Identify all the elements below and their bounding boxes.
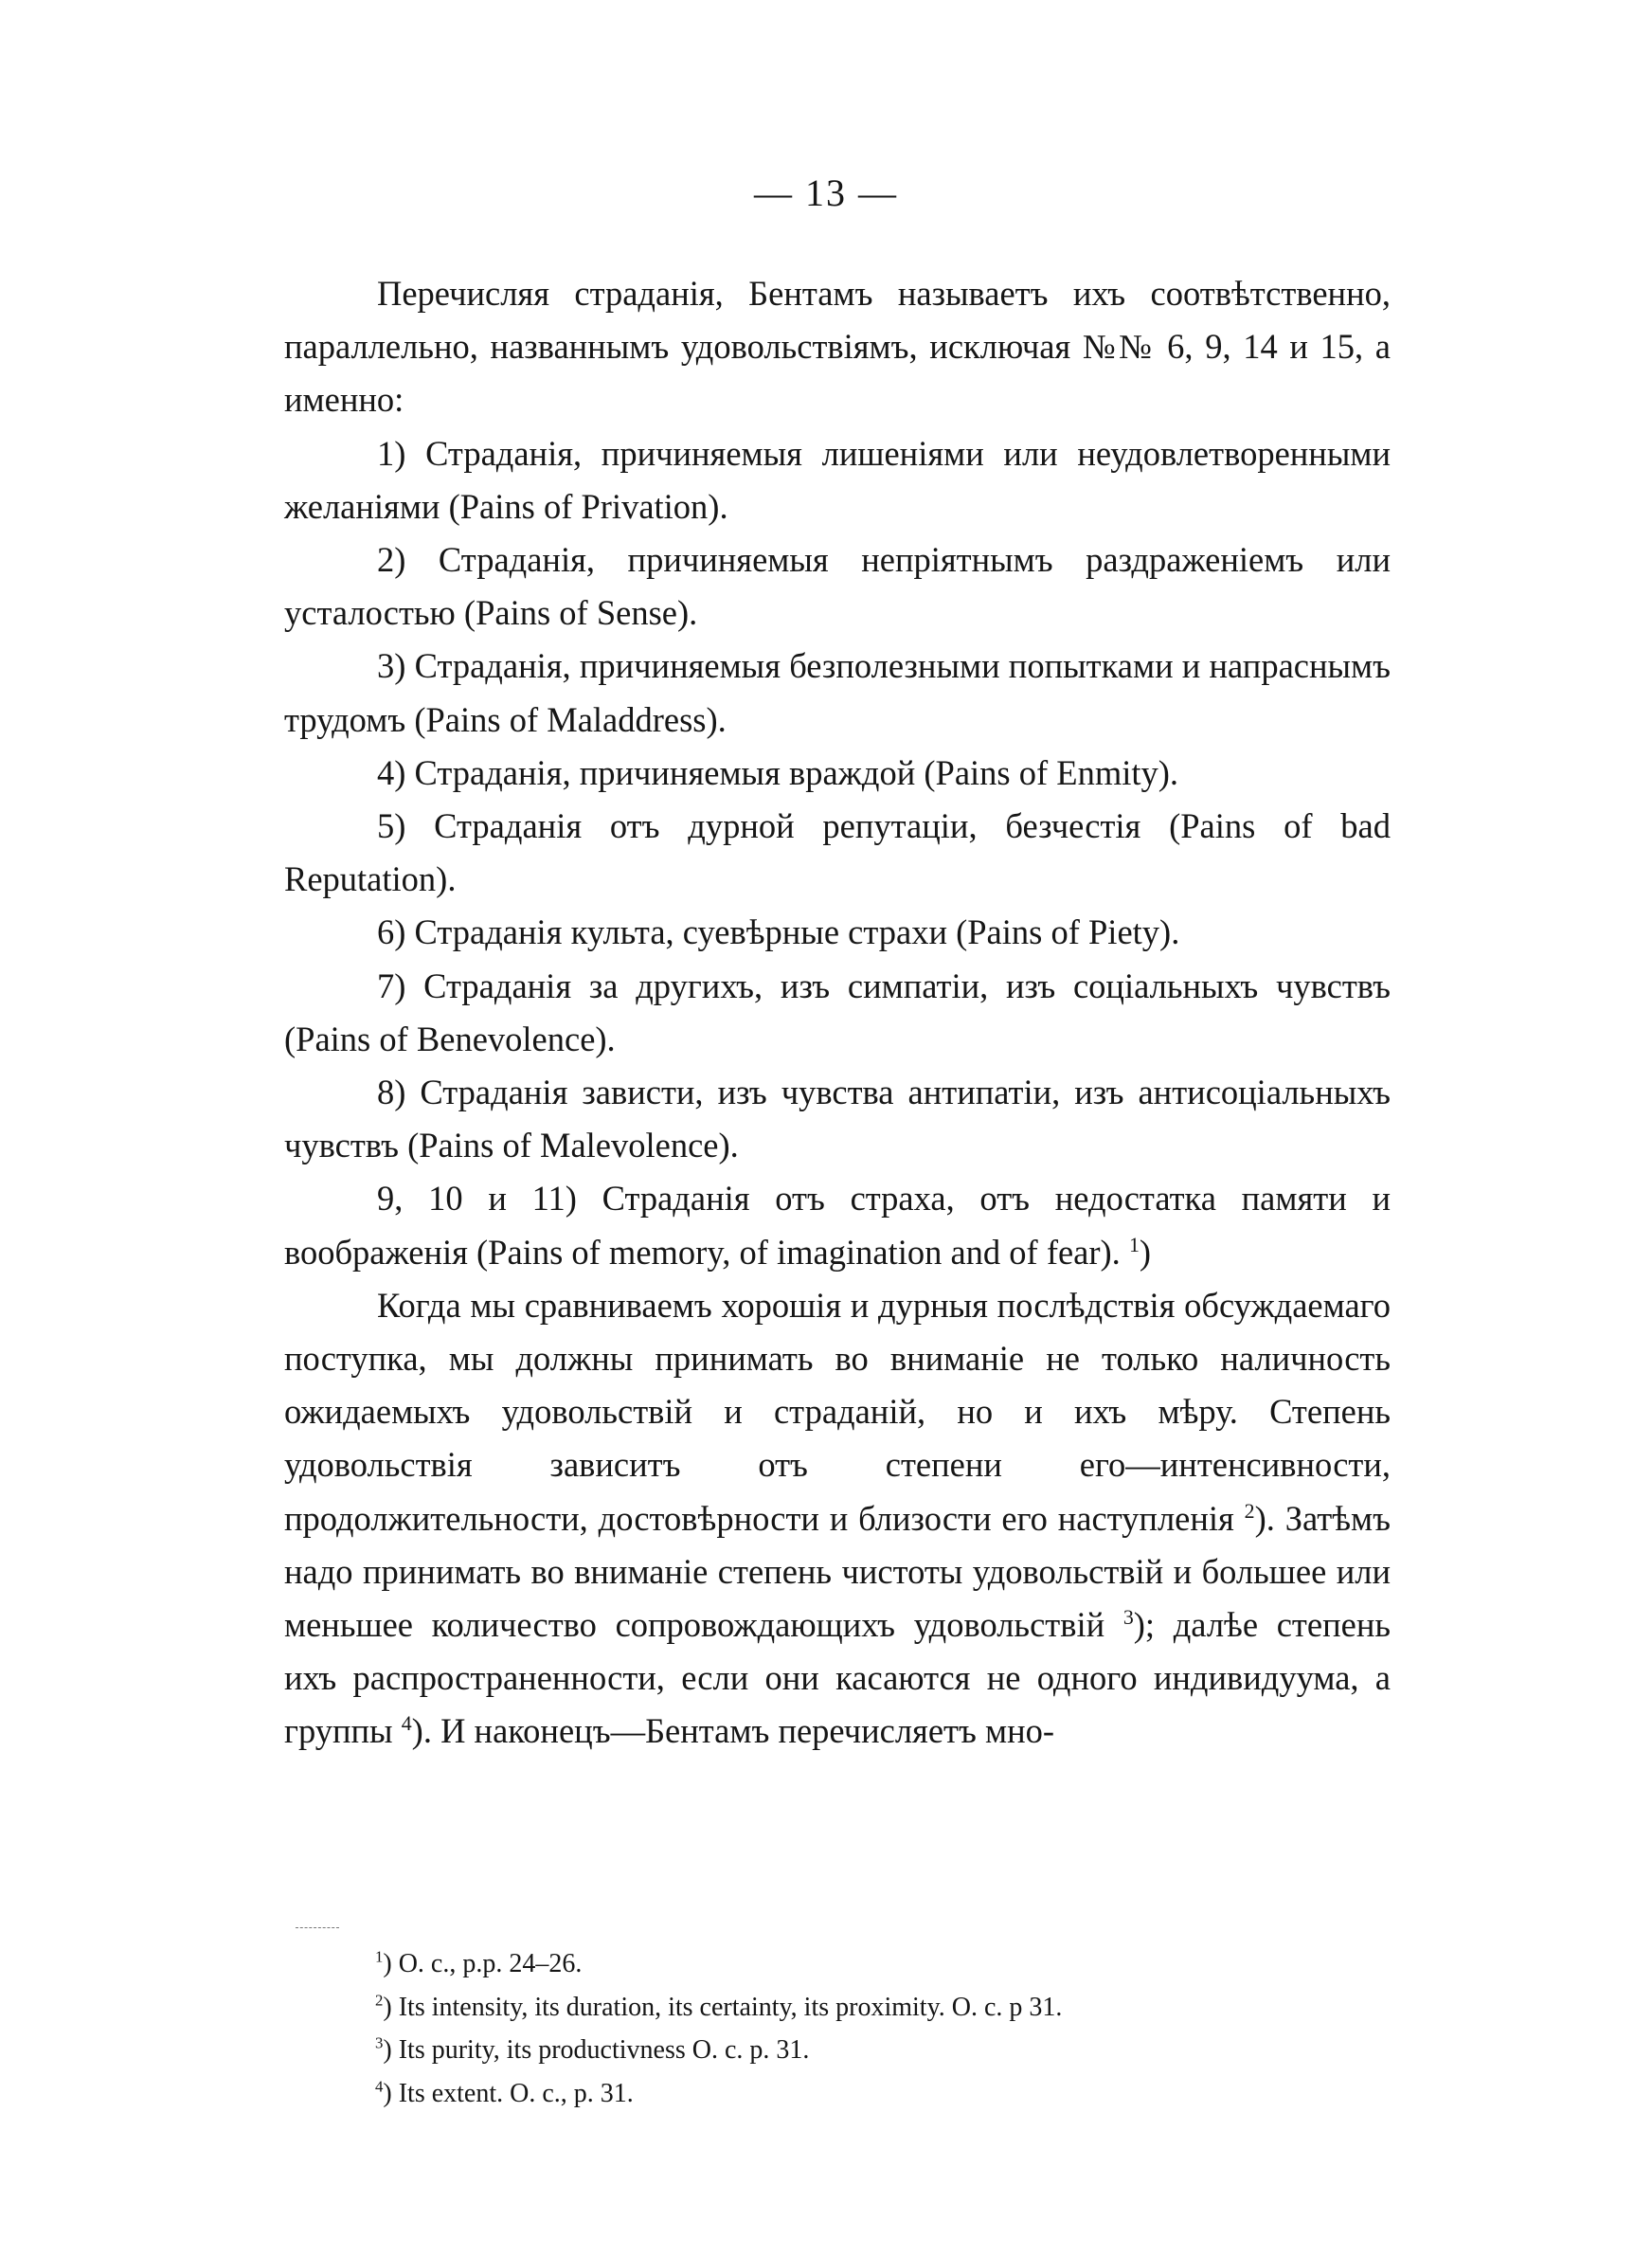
paragraph-text: 5) Страданія отъ дурной репутаціи, безчестія (Pains of bad Reputation). — [284, 806, 1391, 899]
footnote — [375, 1986, 1417, 2030]
footnote — [375, 2072, 1417, 2116]
paragraph-text: ). Затѣмъ надо принимать во вниманіе степень чистоты удовольствій и большее или меньшее количество сопровождающихъ удовольствій — [284, 1498, 1391, 1645]
paragraph-text: Перечисляя страданія, Бентамъ называетъ ихъ соотвѣтственно, параллельно, названнымъ удовольствіямъ, исключая №№ 6, 9, 14 и 15, а именно: — [284, 274, 1391, 420]
paragraph — [284, 1279, 1391, 1759]
paragraph-text: 3) Страданія, причиняемыя безполезными попытками и напраснымъ трудомъ (Pains of Maladdress). — [284, 646, 1391, 739]
footnote-text: ) Its purity, its productivness O. c. p. 31. — [383, 2035, 810, 2065]
paragraph — [284, 533, 1391, 640]
main-text — [284, 267, 1391, 1759]
footnote-mark: 4 — [375, 2077, 384, 2096]
paragraph-text: ); далѣе степень ихъ распространенности, если они касаются не одного индивидуума, а группы — [284, 1605, 1391, 1751]
footnote-divider — [296, 1927, 339, 1928]
paragraph-text: ). И наконецъ—Бентамъ перечисляетъ мно- — [411, 1711, 1055, 1751]
paragraph — [284, 640, 1391, 746]
footnotes — [375, 1942, 1417, 2115]
paragraph-text: 6) Страданія культа, суевѣрные страхи (Pains of Piety). — [377, 912, 1180, 952]
footnote — [375, 2029, 1417, 2072]
paragraph — [284, 427, 1391, 533]
paragraph-text: ) — [1139, 1232, 1152, 1272]
page-number: — 13 — — [754, 172, 898, 214]
footnote-text: ) Its extent. O. c., p. 31. — [383, 2078, 634, 2108]
footnote — [375, 1942, 1417, 1986]
footnote-reference: 4 — [401, 1711, 412, 1736]
footnote-mark: 1 — [375, 1947, 384, 1966]
paragraph — [284, 1172, 1391, 1278]
footnote-mark: 2 — [375, 1991, 384, 2010]
footnote-mark: 3 — [375, 2033, 384, 2052]
paragraph-text: 1) Страданія, причиняемыя лишеніями или неудовлетворенными желаніями (Pains of Privation). — [284, 433, 1391, 526]
paragraph — [284, 960, 1391, 1066]
paragraph — [284, 267, 1391, 427]
footnote-reference: 3 — [1122, 1604, 1134, 1629]
paragraph-text: 9, 10 и 11) Страданія отъ страха, отъ недостатка памяти и воображенія (Pains of memory, of imagination and of fear). — [284, 1179, 1391, 1272]
paragraph-text: 4) Страданія, причиняемыя враждой (Pains of Enmity). — [377, 752, 1179, 792]
paragraph-text: Когда мы сравниваемъ хорошія и дурныя послѣдствія обсуждаемаго поступка, мы должны принимать во вниманіе не только наличность ожидаемыхъ удовольствій и страданій, но и ихъ мѣру. Степень удовольствія зависитъ отъ степени его—интенсивности, продолжительности, достовѣрности и близости его наступленія — [284, 1285, 1391, 1538]
footnote-reference: 1 — [1128, 1232, 1140, 1256]
footnote-text: ) Its intensity, its duration, its certainty, its proximity. O. c. p 31. — [383, 1992, 1063, 2022]
footnote-reference: 2 — [1244, 1498, 1255, 1523]
paragraph-text: 8) Страданія зависти, изъ чувства антипатіи, изъ антисоціальныхъ чувствъ (Pains of Malevolence). — [284, 1073, 1391, 1165]
paragraph — [284, 800, 1391, 906]
paragraph-text: 7) Страданія за другихъ, изъ симпатіи, изъ соціальныхъ чувствъ (Pains of Benevolence). — [284, 966, 1391, 1058]
paragraph — [284, 1066, 1391, 1172]
paragraph — [284, 906, 1391, 959]
paragraph-text: 2) Страданія, причиняемыя непріятнымъ раздраженіемъ или усталостью (Pains of Sense). — [284, 540, 1391, 633]
footnote-text: ) O. c., p.p. 24–26. — [383, 1949, 583, 1978]
paragraph — [284, 747, 1391, 800]
